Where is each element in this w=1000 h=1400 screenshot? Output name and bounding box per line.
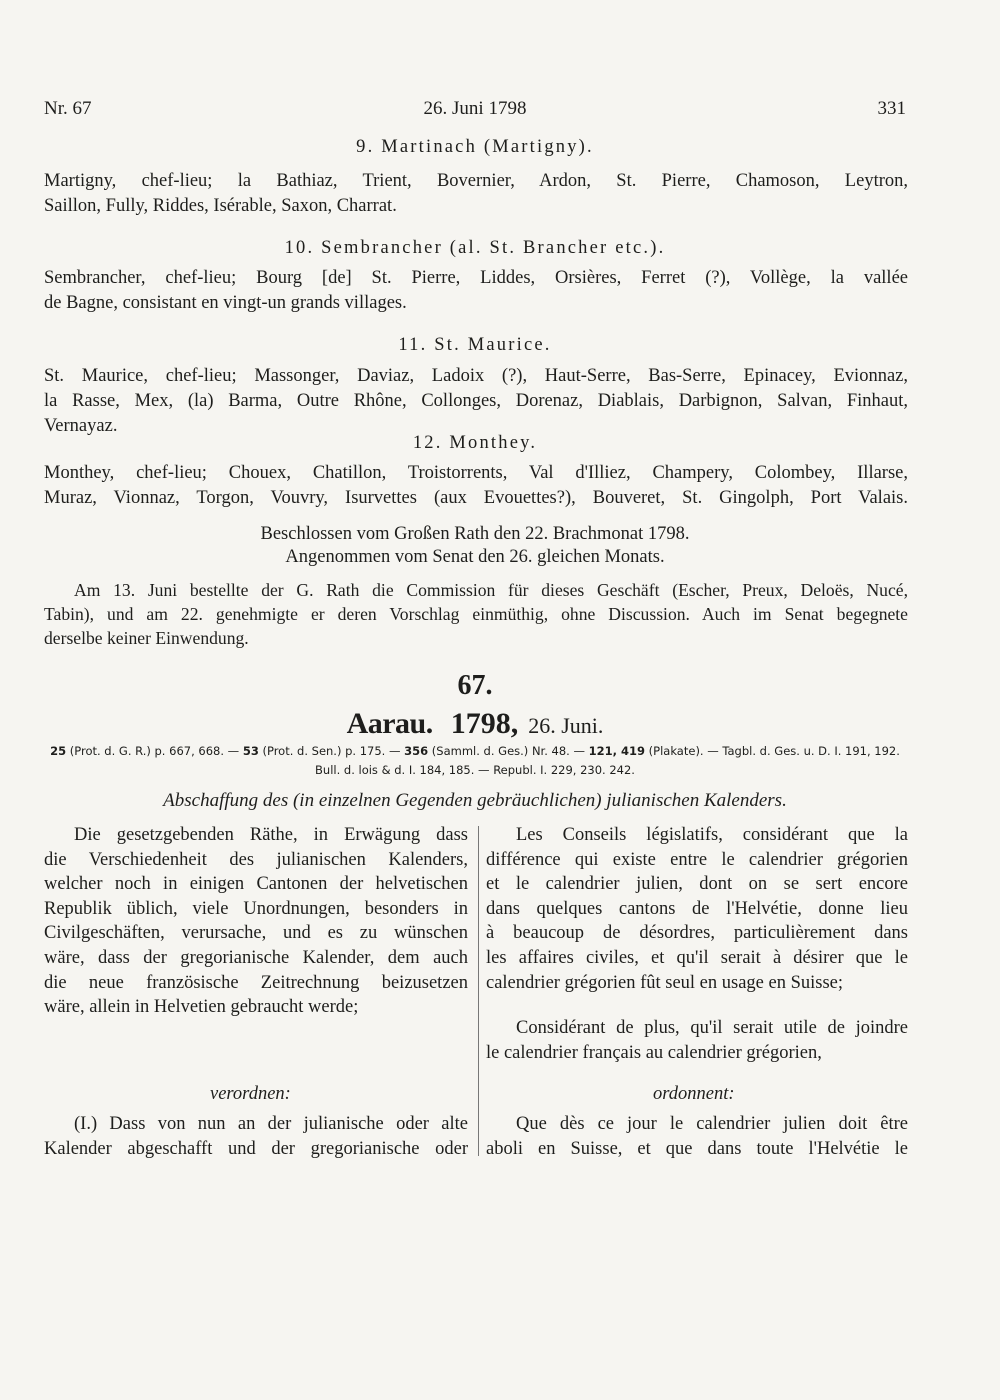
- text-line: différence qui existe entre le calendrier grégorien: [486, 849, 908, 870]
- page-number: 331: [877, 98, 906, 119]
- text-line: Kalender abgeschafft und der gregorianische oder: [44, 1138, 468, 1159]
- resolution-line-2: Angenommen vom Senat den 26. gleichen Monats.: [285, 547, 665, 567]
- german-article-1: [44, 1112, 468, 1161]
- text-line: Considérant de plus, qu'il serait utile de joindre: [516, 1018, 908, 1038]
- date: 26. Juni.: [528, 713, 604, 738]
- decree-title: Abschaffung des (in einzelnen Gegenden gebräuchlichen) julianischen Kalenders.: [163, 790, 787, 811]
- text-line: Saillon, Fully, Riddes, Isérable, Saxon, Charrat.: [44, 196, 397, 216]
- text-line: la Rasse, Mex, (la) Barma, Outre Rhône, Collonges, Dorenaz, Diablais, Darbignon, Salvan, Finhaut,: [44, 391, 908, 411]
- text-line: (I.) Dass von nun an der julianische oder alte: [74, 1114, 468, 1134]
- text-line: St. Maurice, chef-lieu; Massonger, Daviaz, Ladoix (?), Haut-Serre, Bas-Serre, Epinacey, Evionnaz,: [44, 366, 908, 386]
- french-column: [486, 823, 908, 995]
- text-line: Vernayaz.: [44, 416, 118, 436]
- text-line: les affaires civiles, et qu'il serait à désirer que le: [486, 947, 908, 968]
- text-line: aboli en Suisse, et que dans toute l'Helvétie le: [486, 1138, 908, 1159]
- ref-number: 121, 419: [588, 744, 646, 758]
- german-verb: verordnen:: [210, 1084, 291, 1104]
- text-line: dans quelques cantons de l'Helvétie, donne lieu: [486, 898, 908, 919]
- text-line: Les Conseils législatifs, considérant que la: [516, 825, 908, 845]
- text-line: wäre, dass der gregorianische Kalender, dem auch: [44, 947, 468, 968]
- place-date-line: [44, 707, 906, 741]
- text-line: wäre, allein in Helvetien gebraucht werde;: [44, 997, 359, 1018]
- text-line: Civilgeschäften, verursache, und es zu wünschen: [44, 923, 468, 944]
- text-line: Die gesetzgebenden Räthe, in Erwägung dass: [74, 825, 468, 845]
- text-line: die neue französische Zeitrechnung beizusetzen: [44, 972, 468, 993]
- ref-text: (Plakate). — Tagbl. d. Ges. u. D. I. 191, 192.: [645, 744, 900, 758]
- text-line: derselbe keiner Einwendung.: [44, 628, 249, 648]
- place: Aarau.: [346, 707, 433, 740]
- section-9-heading: 9. Martinach (Martigny).: [356, 137, 594, 157]
- section-12-text: [44, 461, 908, 511]
- ref-text: (Prot. d. Sen.) p. 175. —: [258, 744, 405, 758]
- section-11-text: [44, 364, 908, 439]
- text-line: Que dès ce jour le calendrier julien doit être: [516, 1114, 908, 1134]
- text-line: Muraz, Vionnaz, Torgon, Vouvry, Isurvettes (aux Evouettes?), Bouveret, St. Gingolph, Port Valais.: [44, 488, 908, 508]
- running-header: [44, 98, 906, 124]
- source-references-line-2: Bull. d. lois & d. I. 184, 185. — Republ. I. 229, 230. 242.: [315, 763, 635, 777]
- ref-number: 356: [404, 744, 429, 758]
- french-verb: ordonnent:: [653, 1084, 735, 1104]
- date-header: 26. Juni 1798: [423, 98, 527, 119]
- german-column: [44, 823, 468, 1020]
- text-line: Republik üblich, viele Unordnungen, besonders in: [44, 898, 468, 919]
- section-10-heading: 10. Sembrancher (al. St. Brancher etc.).: [284, 238, 666, 258]
- ref-text: (Prot. d. G. R.) p. 667, 668. —: [66, 744, 243, 758]
- text-line: Martigny, chef-lieu; la Bathiaz, Trient, Bovernier, Ardon, St. Pierre, Chamoson, Leytron,: [44, 171, 908, 191]
- ref-number: 53: [242, 744, 259, 758]
- french-article-1: [486, 1112, 908, 1161]
- ref-number: 25: [50, 744, 67, 758]
- document-number: 67.: [457, 670, 493, 701]
- column-divider: [478, 826, 479, 1156]
- resolution-line-1: Beschlossen vom Großen Rath den 22. Brachmonat 1798.: [260, 524, 690, 544]
- text-line: Tabin), und am 22. genehmigte er deren Vorschlag einmüthig, ohne Discussion. Auch im Senat begegnete: [44, 604, 908, 624]
- year: 1798,: [450, 707, 519, 740]
- text-line: à beaucoup de désordres, particulièrement dans: [486, 923, 908, 944]
- section-10-text: [44, 266, 908, 316]
- text-line: Monthey, chef-lieu; Chouex, Chatillon, Troistorrents, Val d'Illiez, Champery, Colombey, Illarse,: [44, 463, 908, 483]
- text-line: le calendrier français au calendrier grégorien,: [486, 1042, 822, 1063]
- text-line: welcher noch in einigen Cantonen der helvetischen: [44, 874, 468, 895]
- source-references-line-1: [44, 744, 906, 758]
- text-line: calendrier grégorien fût seul en usage en Suisse;: [486, 972, 844, 993]
- text-line: Sembrancher, chef-lieu; Bourg [de] St. Pierre, Liddes, Orsières, Ferret (?), Vollège, la vallée: [44, 268, 908, 288]
- commission-note: [44, 578, 908, 650]
- text-line: Am 13. Juni bestellte der G. Rath die Commission für dieses Geschäft (Escher, Preux, Deloës, Nucé,: [74, 580, 908, 600]
- document-number-header: Nr. 67: [44, 98, 92, 119]
- french-paragraph-2: [486, 1016, 908, 1065]
- section-12-heading: 12. Monthey.: [412, 433, 538, 453]
- ref-text: (Samml. d. Ges.) Nr. 48. —: [428, 744, 589, 758]
- text-line: et le calendrier julien, dont on se sert encore: [486, 874, 908, 895]
- text-line: de Bagne, consistant en vingt-un grands villages.: [44, 293, 407, 313]
- text-line: die Verschiedenheit des julianischen Kalenders,: [44, 849, 468, 870]
- section-11-heading: 11. St. Maurice.: [398, 335, 552, 355]
- section-9-text: [44, 169, 908, 219]
